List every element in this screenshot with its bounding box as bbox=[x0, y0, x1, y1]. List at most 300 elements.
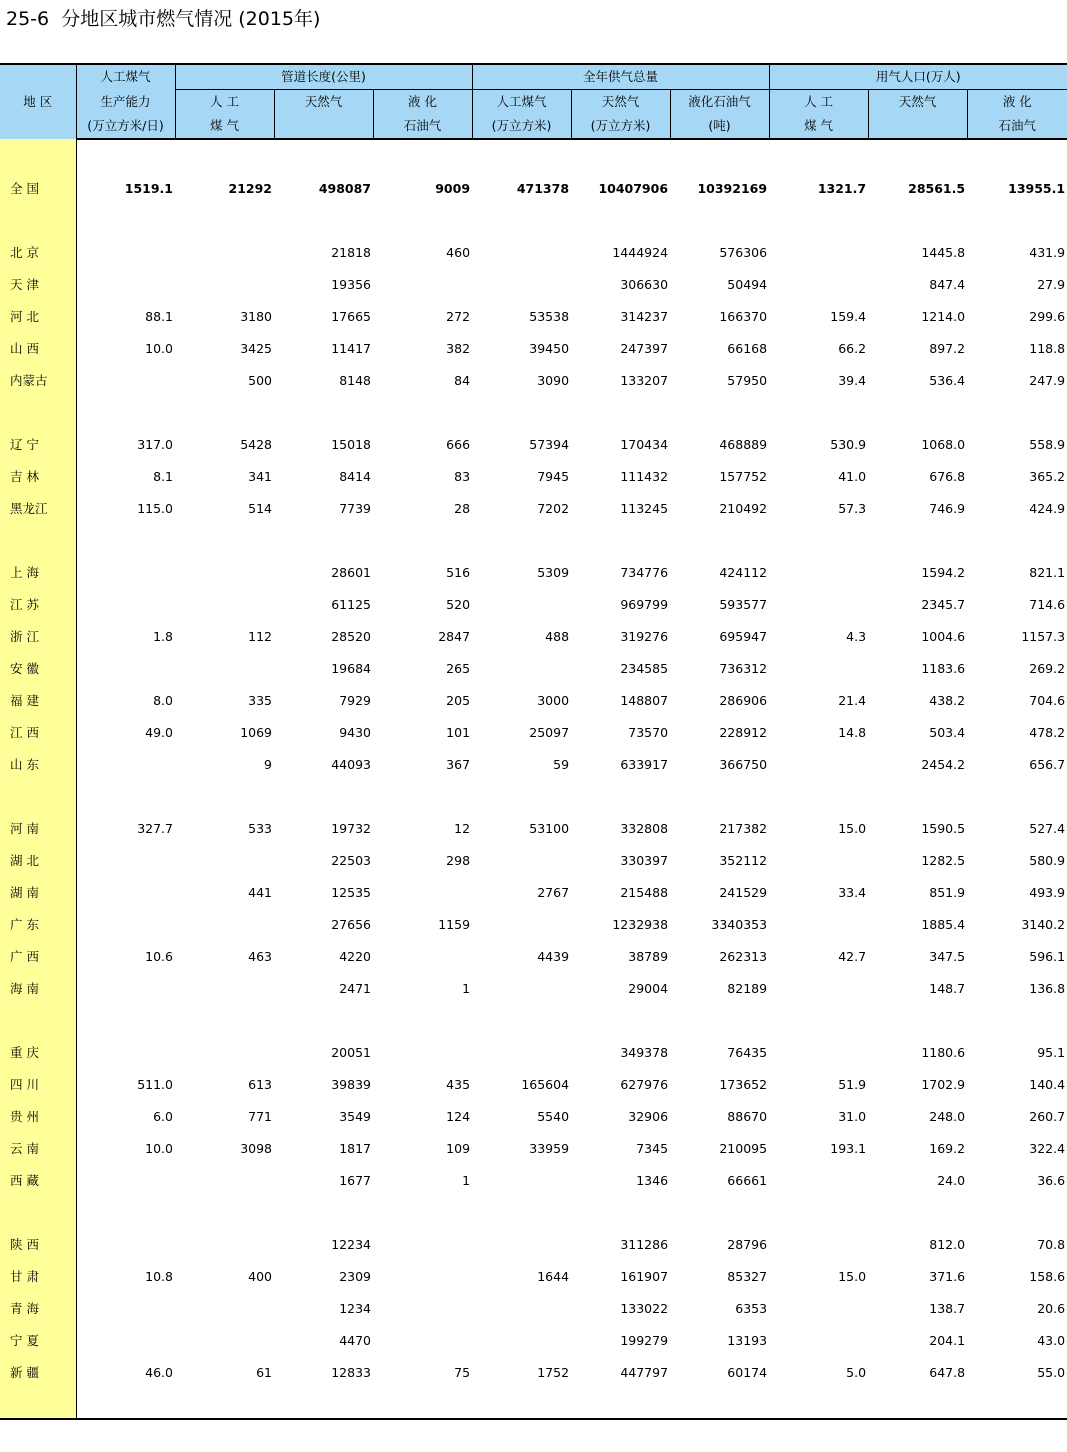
value-cell: 21.4 bbox=[838, 692, 867, 708]
value-cell: 5.0 bbox=[846, 1364, 867, 1380]
region-name: 浙 江 bbox=[0, 620, 76, 652]
value-cell: 311286 bbox=[620, 1236, 669, 1252]
value-cell: 19356 bbox=[331, 276, 371, 292]
region-name: 广 东 bbox=[0, 908, 76, 940]
header-supply-group: 全年供气总量 bbox=[472, 64, 769, 90]
value-cell: 1519.1 bbox=[124, 180, 173, 196]
value-cell: 596.1 bbox=[1029, 948, 1066, 964]
table-row bbox=[0, 972, 1067, 1004]
table-row bbox=[0, 844, 1067, 876]
value-cell: 61 bbox=[256, 1364, 272, 1380]
table-row bbox=[0, 716, 1067, 748]
value-cell: 241529 bbox=[719, 884, 768, 900]
table-body bbox=[0, 139, 1067, 1419]
value-cell: 447797 bbox=[620, 1364, 669, 1380]
value-cell: 28 bbox=[454, 500, 471, 516]
value-cell: 498087 bbox=[318, 180, 371, 196]
header-coal-gas-cap-line2: 生产能力 bbox=[76, 90, 175, 115]
header-users-natural-gas: 天然气 bbox=[868, 90, 967, 115]
table-row bbox=[0, 588, 1067, 620]
value-cell: 1159 bbox=[438, 916, 471, 932]
value-cell: 1 bbox=[462, 980, 471, 996]
value-cell: 12234 bbox=[331, 1236, 371, 1252]
value-cell: 527.4 bbox=[1029, 820, 1066, 836]
value-cell: 51.9 bbox=[838, 1076, 867, 1092]
value-cell: 76435 bbox=[727, 1044, 768, 1060]
value-cell: 9430 bbox=[339, 724, 371, 740]
header-users-coal-gas: 人 工 bbox=[769, 90, 868, 115]
value-cell: 193.1 bbox=[830, 1140, 867, 1156]
value-cell: 3340353 bbox=[711, 916, 768, 932]
value-cell: 31.0 bbox=[838, 1108, 867, 1124]
value-cell: 15.0 bbox=[838, 820, 867, 836]
table-row bbox=[0, 364, 1067, 396]
header-users-natural-gas-line2 bbox=[868, 114, 967, 139]
value-cell: 478.2 bbox=[1029, 724, 1066, 740]
value-cell: 593577 bbox=[719, 596, 768, 612]
value-cell: 3098 bbox=[240, 1140, 272, 1156]
value-cell: 1644 bbox=[537, 1268, 570, 1284]
value-cell bbox=[373, 1324, 472, 1356]
value-cell: 8414 bbox=[339, 468, 371, 484]
value-cell: 234585 bbox=[620, 660, 669, 676]
value-cell: 228912 bbox=[719, 724, 768, 740]
region-name: 甘 肃 bbox=[0, 1260, 76, 1292]
value-cell: 50494 bbox=[727, 276, 768, 292]
region-name: 河 南 bbox=[0, 812, 76, 844]
value-cell: 460 bbox=[446, 244, 471, 260]
value-cell: 66661 bbox=[727, 1172, 768, 1188]
value-cell bbox=[175, 1164, 274, 1196]
value-cell: 704.6 bbox=[1029, 692, 1066, 708]
value-cell: 15.0 bbox=[838, 1268, 867, 1284]
spacer-row bbox=[0, 524, 1067, 556]
value-cell: 33.4 bbox=[838, 884, 867, 900]
value-cell: 488 bbox=[545, 628, 570, 644]
value-cell: 3140.2 bbox=[1021, 916, 1066, 932]
value-cell bbox=[76, 1228, 175, 1260]
value-cell bbox=[76, 972, 175, 1004]
region-name: 湖 北 bbox=[0, 844, 76, 876]
table-row bbox=[0, 556, 1067, 588]
table-row bbox=[0, 1292, 1067, 1324]
value-cell bbox=[76, 908, 175, 940]
value-cell: 2454.2 bbox=[921, 756, 966, 772]
value-cell: 627976 bbox=[620, 1076, 669, 1092]
value-cell: 736312 bbox=[719, 660, 768, 676]
region-name: 西 藏 bbox=[0, 1164, 76, 1196]
value-cell: 530.9 bbox=[830, 436, 867, 452]
value-cell bbox=[472, 1324, 571, 1356]
region-name: 全 国 bbox=[0, 172, 76, 204]
value-cell: 286906 bbox=[719, 692, 768, 708]
value-cell: 53100 bbox=[529, 820, 570, 836]
value-cell: 159.4 bbox=[830, 308, 867, 324]
value-cell: 471378 bbox=[516, 180, 570, 196]
value-cell bbox=[76, 364, 175, 396]
header-pipeline-natural-gas-line2 bbox=[274, 114, 373, 139]
value-cell: 19732 bbox=[331, 820, 371, 836]
value-cell: 148807 bbox=[620, 692, 669, 708]
table-row bbox=[0, 748, 1067, 780]
value-cell bbox=[373, 1036, 472, 1068]
spacer-row bbox=[0, 1196, 1067, 1228]
value-cell: 41.0 bbox=[838, 468, 867, 484]
value-cell: 1677 bbox=[339, 1172, 371, 1188]
value-cell: 714.6 bbox=[1029, 596, 1066, 612]
value-cell bbox=[175, 268, 274, 300]
value-cell bbox=[76, 1292, 175, 1324]
value-cell: 1069 bbox=[240, 724, 272, 740]
table-row bbox=[0, 652, 1067, 684]
value-cell bbox=[76, 748, 175, 780]
value-cell bbox=[472, 236, 571, 268]
value-cell: 49.0 bbox=[145, 724, 173, 740]
value-cell bbox=[472, 588, 571, 620]
table-row bbox=[0, 268, 1067, 300]
value-cell: 734776 bbox=[620, 564, 669, 580]
value-cell: 463 bbox=[248, 948, 272, 964]
value-cell: 367 bbox=[446, 756, 471, 772]
region-name: 吉 林 bbox=[0, 460, 76, 492]
value-cell bbox=[76, 1036, 175, 1068]
value-cell: 7945 bbox=[537, 468, 570, 484]
value-cell: 536.4 bbox=[929, 372, 966, 388]
value-cell bbox=[175, 588, 274, 620]
table-row bbox=[0, 940, 1067, 972]
value-cell bbox=[472, 1036, 571, 1068]
region-name: 辽 宁 bbox=[0, 428, 76, 460]
value-cell bbox=[472, 1164, 571, 1196]
region-name: 新 疆 bbox=[0, 1356, 76, 1388]
value-cell: 2309 bbox=[339, 1268, 371, 1284]
value-cell: 133207 bbox=[620, 372, 669, 388]
value-cell bbox=[472, 1292, 571, 1324]
value-cell: 441 bbox=[248, 884, 272, 900]
value-cell bbox=[175, 236, 274, 268]
value-cell: 57.3 bbox=[838, 500, 867, 516]
value-cell: 4.3 bbox=[846, 628, 867, 644]
value-cell: 1885.4 bbox=[921, 916, 966, 932]
value-cell: 8.0 bbox=[153, 692, 173, 708]
value-cell: 38789 bbox=[628, 948, 669, 964]
value-cell bbox=[769, 908, 868, 940]
value-cell: 3549 bbox=[339, 1108, 371, 1124]
value-cell bbox=[373, 1260, 472, 1292]
value-cell: 32906 bbox=[628, 1108, 669, 1124]
value-cell bbox=[373, 1228, 472, 1260]
value-cell: 39.4 bbox=[838, 372, 867, 388]
value-cell: 24.0 bbox=[937, 1172, 966, 1188]
value-cell bbox=[769, 236, 868, 268]
value-cell bbox=[175, 844, 274, 876]
value-cell: 140.4 bbox=[1029, 1076, 1066, 1092]
value-cell bbox=[175, 652, 274, 684]
value-cell: 3425 bbox=[240, 340, 272, 356]
value-cell: 14.8 bbox=[838, 724, 867, 740]
value-cell: 11417 bbox=[331, 340, 371, 356]
value-cell: 39839 bbox=[331, 1076, 371, 1092]
value-cell: 1.8 bbox=[153, 628, 173, 644]
value-cell: 73570 bbox=[628, 724, 669, 740]
value-cell: 61125 bbox=[331, 596, 371, 612]
value-cell bbox=[76, 556, 175, 588]
value-cell: 10.6 bbox=[145, 948, 173, 964]
value-cell: 897.2 bbox=[929, 340, 966, 356]
value-cell: 558.9 bbox=[1029, 436, 1066, 452]
value-cell: 173652 bbox=[719, 1076, 768, 1092]
value-cell: 327.7 bbox=[137, 820, 173, 836]
value-cell: 113245 bbox=[620, 500, 669, 516]
region-name: 内蒙古 bbox=[0, 364, 76, 396]
table-row bbox=[0, 876, 1067, 908]
value-cell: 2345.7 bbox=[921, 596, 966, 612]
table-header bbox=[0, 64, 1067, 139]
value-cell bbox=[769, 588, 868, 620]
value-cell: 1180.6 bbox=[921, 1044, 966, 1060]
value-cell: 1702.9 bbox=[921, 1076, 966, 1092]
value-cell bbox=[769, 268, 868, 300]
value-cell: 298 bbox=[446, 852, 471, 868]
value-cell: 1068.0 bbox=[921, 436, 966, 452]
value-cell: 10.0 bbox=[145, 340, 173, 356]
value-cell: 1346 bbox=[636, 1172, 669, 1188]
value-cell: 576306 bbox=[719, 244, 768, 260]
value-cell bbox=[769, 972, 868, 1004]
region-name: 天 津 bbox=[0, 268, 76, 300]
value-cell: 1234 bbox=[339, 1300, 371, 1316]
value-cell: 8148 bbox=[339, 372, 371, 388]
table-row bbox=[0, 1324, 1067, 1356]
value-cell: 75 bbox=[454, 1364, 471, 1380]
value-cell: 199279 bbox=[620, 1332, 669, 1348]
value-cell: 83 bbox=[454, 468, 471, 484]
value-cell: 500 bbox=[248, 372, 272, 388]
header-supply-natural-gas-unit: (万立方米) bbox=[571, 114, 670, 139]
value-cell: 247397 bbox=[620, 340, 669, 356]
value-cell: 88.1 bbox=[145, 308, 173, 324]
value-cell bbox=[472, 844, 571, 876]
value-cell: 7202 bbox=[537, 500, 570, 516]
value-cell bbox=[769, 748, 868, 780]
value-cell: 2471 bbox=[339, 980, 371, 996]
value-cell: 847.4 bbox=[929, 276, 966, 292]
value-cell: 12535 bbox=[331, 884, 371, 900]
value-cell: 6353 bbox=[735, 1300, 768, 1316]
header-users-group: 用气人口(万人) bbox=[769, 64, 1067, 90]
value-cell: 53538 bbox=[529, 308, 570, 324]
value-cell: 60174 bbox=[727, 1364, 768, 1380]
table-row bbox=[0, 1356, 1067, 1388]
value-cell: 366750 bbox=[719, 756, 768, 772]
value-cell: 4220 bbox=[339, 948, 371, 964]
header-coal-gas-cap-unit: (万立方米/日) bbox=[76, 114, 175, 139]
value-cell: 66168 bbox=[727, 340, 768, 356]
region-name: 湖 南 bbox=[0, 876, 76, 908]
value-cell bbox=[76, 1164, 175, 1196]
header-supply-natural-gas: 天然气 bbox=[571, 90, 670, 115]
value-cell: 27656 bbox=[331, 916, 371, 932]
value-cell: 36.6 bbox=[1037, 1172, 1066, 1188]
value-cell: 695947 bbox=[719, 628, 768, 644]
header-users-lpg: 液 化 bbox=[967, 90, 1067, 115]
table-row bbox=[0, 236, 1067, 268]
value-cell: 656.7 bbox=[1029, 756, 1066, 772]
value-cell: 1752 bbox=[537, 1364, 570, 1380]
region-name: 江 苏 bbox=[0, 588, 76, 620]
value-cell: 633917 bbox=[620, 756, 669, 772]
value-cell: 332808 bbox=[620, 820, 669, 836]
value-cell: 161907 bbox=[620, 1268, 669, 1284]
value-cell: 210095 bbox=[719, 1140, 768, 1156]
value-cell bbox=[373, 876, 472, 908]
value-cell: 66.2 bbox=[838, 340, 867, 356]
value-cell: 33959 bbox=[529, 1140, 570, 1156]
header-users-lpg-line2: 石油气 bbox=[967, 114, 1067, 139]
header-supply-lpg-unit: (吨) bbox=[670, 114, 769, 139]
value-cell: 438.2 bbox=[929, 692, 966, 708]
value-cell bbox=[175, 556, 274, 588]
value-cell: 851.9 bbox=[929, 884, 966, 900]
value-cell bbox=[472, 652, 571, 684]
value-cell: 124 bbox=[446, 1108, 471, 1124]
value-cell: 3000 bbox=[537, 692, 570, 708]
value-cell: 5428 bbox=[240, 436, 272, 452]
value-cell: 7345 bbox=[636, 1140, 669, 1156]
value-cell: 322.4 bbox=[1029, 1140, 1066, 1156]
region-name: 重 庆 bbox=[0, 1036, 76, 1068]
value-cell: 2847 bbox=[438, 628, 471, 644]
value-cell: 1 bbox=[462, 1172, 471, 1188]
value-cell: 9009 bbox=[435, 180, 471, 196]
value-cell bbox=[472, 972, 571, 1004]
value-cell: 28601 bbox=[331, 564, 371, 580]
value-cell: 580.9 bbox=[1029, 852, 1066, 868]
value-cell: 204.1 bbox=[929, 1332, 966, 1348]
value-cell: 468889 bbox=[719, 436, 768, 452]
value-cell: 112 bbox=[248, 628, 272, 644]
value-cell: 1282.5 bbox=[921, 852, 966, 868]
value-cell: 55.0 bbox=[1037, 1364, 1066, 1380]
table-row bbox=[0, 492, 1067, 524]
value-cell: 1444924 bbox=[612, 244, 669, 260]
page-title: 25-6 分地区城市燃气情况 (2015年) bbox=[6, 8, 321, 30]
value-cell: 676.8 bbox=[929, 468, 966, 484]
header-supply-coal-gas-unit: (万立方米) bbox=[472, 114, 571, 139]
region-name: 山 西 bbox=[0, 332, 76, 364]
region-name: 江 西 bbox=[0, 716, 76, 748]
value-cell bbox=[175, 1228, 274, 1260]
value-cell: 109 bbox=[446, 1140, 471, 1156]
value-cell: 269.2 bbox=[1029, 660, 1066, 676]
header-pipeline-group: 管道长度(公里) bbox=[175, 64, 472, 90]
value-cell: 4470 bbox=[339, 1332, 371, 1348]
value-cell: 812.0 bbox=[929, 1236, 966, 1252]
value-cell: 82189 bbox=[727, 980, 768, 996]
header-pipeline-lpg: 液 化 bbox=[373, 90, 472, 115]
table-row bbox=[0, 812, 1067, 844]
region-name: 上 海 bbox=[0, 556, 76, 588]
value-cell: 435 bbox=[446, 1076, 471, 1092]
region-name: 河 北 bbox=[0, 300, 76, 332]
value-cell bbox=[76, 876, 175, 908]
value-cell: 6.0 bbox=[153, 1108, 173, 1124]
value-cell: 59 bbox=[553, 756, 570, 772]
value-cell: 382 bbox=[446, 340, 471, 356]
value-cell: 158.6 bbox=[1029, 1268, 1066, 1284]
value-cell: 43.0 bbox=[1037, 1332, 1066, 1348]
region-name: 福 建 bbox=[0, 684, 76, 716]
region-name: 黑龙江 bbox=[0, 492, 76, 524]
value-cell: 314237 bbox=[620, 308, 669, 324]
value-cell: 10.8 bbox=[145, 1268, 173, 1284]
value-cell: 299.6 bbox=[1029, 308, 1066, 324]
value-cell: 1817 bbox=[339, 1140, 371, 1156]
value-cell bbox=[769, 1036, 868, 1068]
value-cell: 272 bbox=[446, 308, 471, 324]
value-cell: 341 bbox=[248, 468, 272, 484]
value-cell: 19684 bbox=[331, 660, 371, 676]
value-cell: 22503 bbox=[331, 852, 371, 868]
value-cell: 111432 bbox=[620, 468, 669, 484]
value-cell bbox=[373, 940, 472, 972]
value-cell bbox=[769, 652, 868, 684]
value-cell bbox=[76, 1324, 175, 1356]
value-cell: 262313 bbox=[719, 948, 768, 964]
value-cell: 248.0 bbox=[929, 1108, 966, 1124]
value-cell: 57950 bbox=[727, 372, 768, 388]
table-row bbox=[0, 1228, 1067, 1260]
table-row bbox=[0, 908, 1067, 940]
value-cell: 8.1 bbox=[153, 468, 173, 484]
table-row bbox=[0, 1036, 1067, 1068]
value-cell: 771 bbox=[248, 1108, 272, 1124]
value-cell bbox=[76, 844, 175, 876]
value-cell: 520 bbox=[446, 596, 471, 612]
value-cell bbox=[76, 236, 175, 268]
value-cell: 205 bbox=[446, 692, 471, 708]
value-cell: 3090 bbox=[537, 372, 570, 388]
value-cell: 511.0 bbox=[137, 1076, 173, 1092]
value-cell bbox=[373, 268, 472, 300]
value-cell: 5309 bbox=[537, 564, 570, 580]
value-cell: 12 bbox=[454, 820, 471, 836]
value-cell: 46.0 bbox=[145, 1364, 173, 1380]
table-row bbox=[0, 620, 1067, 652]
value-cell bbox=[769, 556, 868, 588]
region-name: 宁 夏 bbox=[0, 1324, 76, 1356]
value-cell: 335 bbox=[248, 692, 272, 708]
value-cell: 1445.8 bbox=[921, 244, 966, 260]
value-cell bbox=[769, 1228, 868, 1260]
value-cell bbox=[175, 908, 274, 940]
table-row bbox=[0, 684, 1067, 716]
value-cell: 17665 bbox=[331, 308, 371, 324]
region-name: 云 南 bbox=[0, 1132, 76, 1164]
value-cell: 746.9 bbox=[929, 500, 966, 516]
value-cell: 319276 bbox=[620, 628, 669, 644]
value-cell: 424112 bbox=[719, 564, 768, 580]
value-cell bbox=[769, 1292, 868, 1324]
value-cell: 503.4 bbox=[929, 724, 966, 740]
value-cell: 25097 bbox=[529, 724, 570, 740]
value-cell: 969799 bbox=[620, 596, 669, 612]
value-cell: 10.0 bbox=[145, 1140, 173, 1156]
value-cell bbox=[175, 1292, 274, 1324]
value-cell: 42.7 bbox=[838, 948, 867, 964]
region-name: 青 海 bbox=[0, 1292, 76, 1324]
value-cell: 148.7 bbox=[929, 980, 966, 996]
